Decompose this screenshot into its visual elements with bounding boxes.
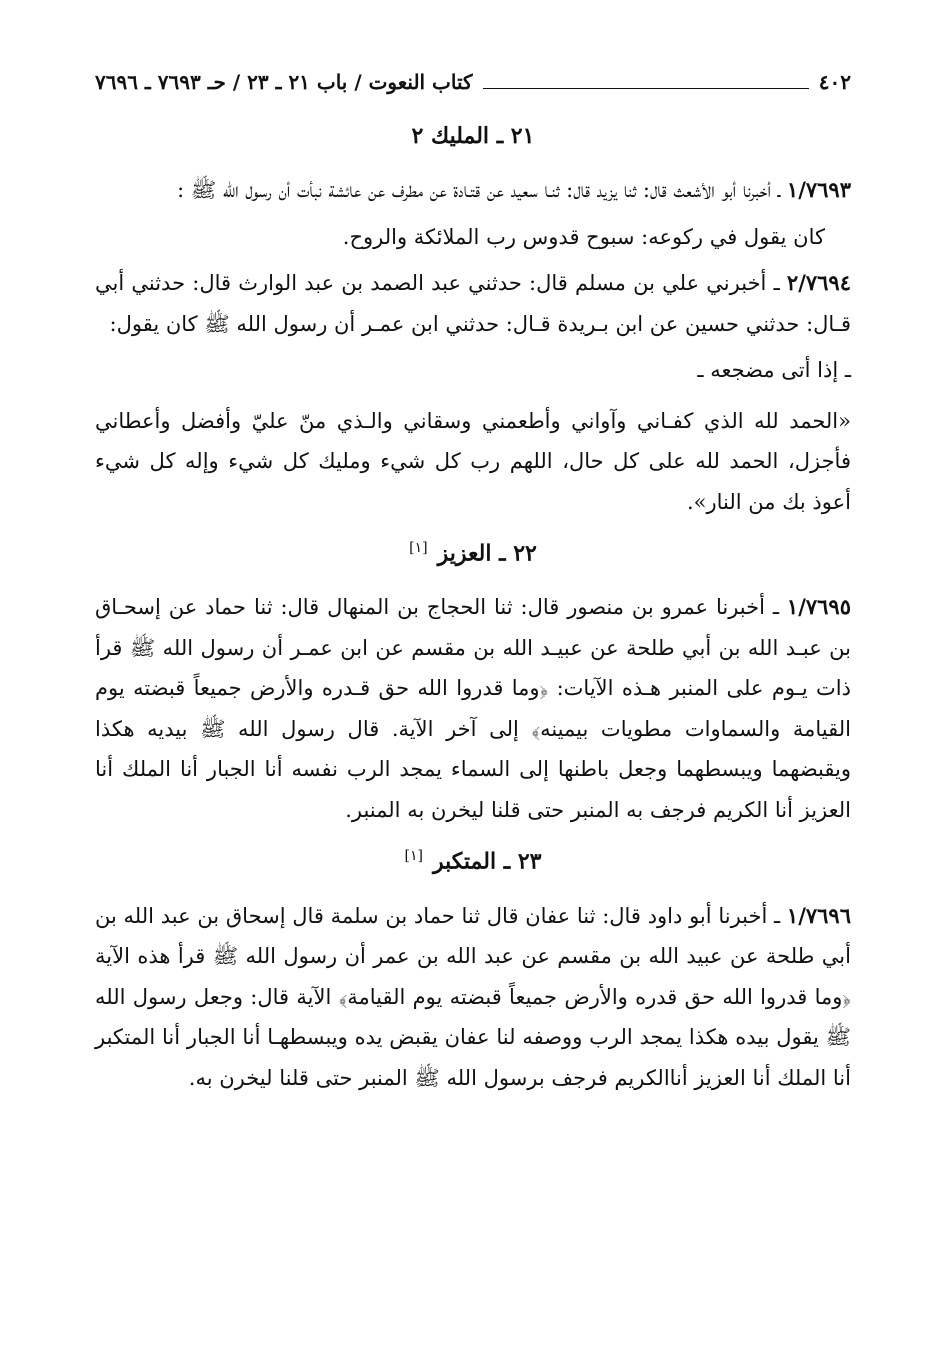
footnote-ref: [١] <box>409 540 428 556</box>
hadith-text: ـ أخبرنا عمرو بن منصور قال: ثنا الحجاج بن المنهال قال: ثنا حماد عن إسحـاق بن عبـد الله بن أبي طلحة عن عبيـد الله بن مقسم عن ابن عمـر أن رسول الله ﷺ قرأ ذات يـوم على المنبر هـذه الآيات: ﴿وما قدروا الله حق قـدره والأرض جميعاً قبضته يوم القيامة والسماوات مطويات بيمينه﴾ إلى آخر الآية. قال رسول الله ﷺ بيديه هكذا ويقبضهما ويبسطهما وجعل باطنها إلى السماء يمجد الرب نفسه أنا الجبار أنا الملك أنا العزيز أنا الكريم فرجف به المنبر حتى قلنا ليخرن به المنبر. <box>95 595 851 822</box>
section-heading-text: ٢٢ ـ العزيز <box>437 540 537 567</box>
running-title: كتاب النعوت / باب ٢١ ـ ٢٣ / حـ ٧٦٩٣ ـ ٧٦٩٦ <box>95 70 473 94</box>
page-number: ٤٠٢ <box>818 70 851 94</box>
hadith-7696 <box>95 896 851 1099</box>
book-page <box>95 62 851 1104</box>
hadith-number: ١/٧٦٩٥ <box>786 594 851 620</box>
hadith-7693-matn: كان يقول في ركوعه: سبوح قدوس رب الملائكة والروح. <box>342 224 825 249</box>
hadith-7694-matn: «الحمد لله الذي كفـاني وآواني وأطعمني وسقاني والـذي منّ عليّ وأفضل وأعطاني فأجزل، الحمد لله على كل حال، اللهم رب كل شيء ومليك كل شيء وإله كل شيء أعوذ بك من النار». <box>95 408 851 514</box>
spacer <box>95 391 851 401</box>
section-title-al-malik <box>95 116 851 156</box>
hadith-7694-context: ـ إذا أتى مضجعه ـ <box>697 358 851 382</box>
section-heading-text: ٢١ ـ المليك ٢ <box>411 123 535 149</box>
running-header <box>95 62 851 102</box>
section-title-al-aziz <box>95 528 851 573</box>
hadith-text: ـ أخبرنا أبو الأشعث قال: ثنا يزيد قال: ثنـا سعيد عن قتـادة عن مطرف عن عائشة نبأت أن رسول الله ﷺ : <box>177 178 787 202</box>
hadith-7694-isnad <box>95 263 851 344</box>
section-title-al-mutakabbir <box>95 836 851 881</box>
hadith-7693-isnad <box>95 170 851 211</box>
hadith-text: ـ أخبرني علي بن مسلم قال: حدثني عبد الصمد بن عبد الوارث قال: حدثني أبي قـال: حدثني حسين عن ابن بـريدة قـال: حدثني ابن عمـر أن رسول الله ﷺ كان يقول: <box>95 271 851 336</box>
hadith-number: ١/٧٦٩٦ <box>786 902 851 928</box>
hadith-text: ـ أخبرنا أبو داود قال: ثنا عفان قال ثنا حماد بن سلمة قال إسحاق بن عبد الله بن أبي طلحة عن عبيد الله بن مقسم عن عبد الله بن عمر أن رسول الله ﷺ قرأ هذه الآية ﴿وما قدروا الله حق قدره والأرض جميعاً قبضته يوم القيامة﴾ الآية قال: وجعل رسول الله ﷺ يقول بيده هكذا يمجد الرب ووصفه لنا عفان يقبض يده ويبسطهـا أنا الجبار أنا المتكبر أنا الملك أنا العزيز أناالكريم فرجف برسول الله ﷺ المنبر حتى قلنا ليخرن به. <box>95 903 851 1090</box>
hadith-number: ١/٧٦٩٣ <box>786 177 851 202</box>
footnote-ref: [١] <box>404 848 423 865</box>
hadith-number: ٢/٧٦٩٤ <box>786 270 851 295</box>
header-rule <box>483 88 809 89</box>
section-heading-text: ٢٣ ـ المتكبر <box>432 848 542 875</box>
hadith-7695 <box>95 587 851 830</box>
